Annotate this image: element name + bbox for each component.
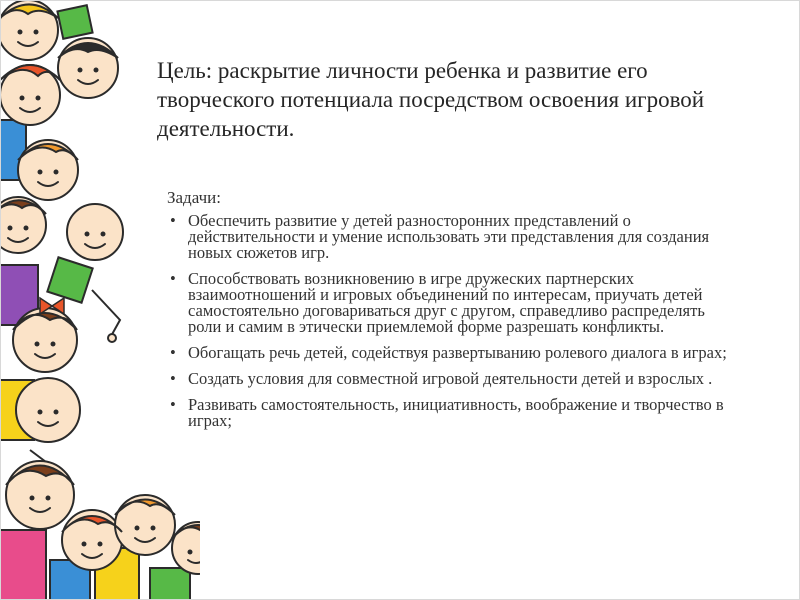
task-text: Развивать самостоятельность, инициативность, воображение и творчество в играх;: [188, 395, 724, 430]
task-text: Обогащать речь детей, содействуя развертыванию ролевого диалога в играх;: [188, 343, 727, 362]
task-text: Обеспечить развитие у детей разносторонних представлений о действительности и умение использовать эти представления для создания новых сюжетов игр.: [188, 211, 710, 262]
bullet-icon: •: [170, 343, 176, 362]
list-item: [170, 213, 740, 261]
bullet-icon: •: [170, 395, 176, 414]
bullet-icon: •: [170, 369, 176, 388]
list-item: [170, 397, 740, 429]
goal-text: Цель: раскрытие личности ребенка и развитие его творческого потенциала посредством освоения игровой деятельности.: [157, 58, 705, 141]
tasks-list: [170, 213, 740, 439]
list-item: [170, 271, 740, 335]
task-text: Способствовать возникновению в игре дружеских партнерских взаимоотношений и игровых объединений по интересам, приучать детей самостоятельно договариваться друг с другом, справедливо распределять роли и самим в этически приемлемой форме разрешать конфликты.: [188, 269, 705, 336]
list-item: [170, 345, 740, 361]
bullet-icon: •: [170, 211, 176, 230]
tasks-heading: Задачи:: [167, 188, 221, 207]
list-item: [170, 371, 740, 387]
bullet-icon: •: [170, 269, 176, 288]
task-text: Создать условия для совместной игровой деятельности детей и взрослых .: [188, 369, 713, 388]
